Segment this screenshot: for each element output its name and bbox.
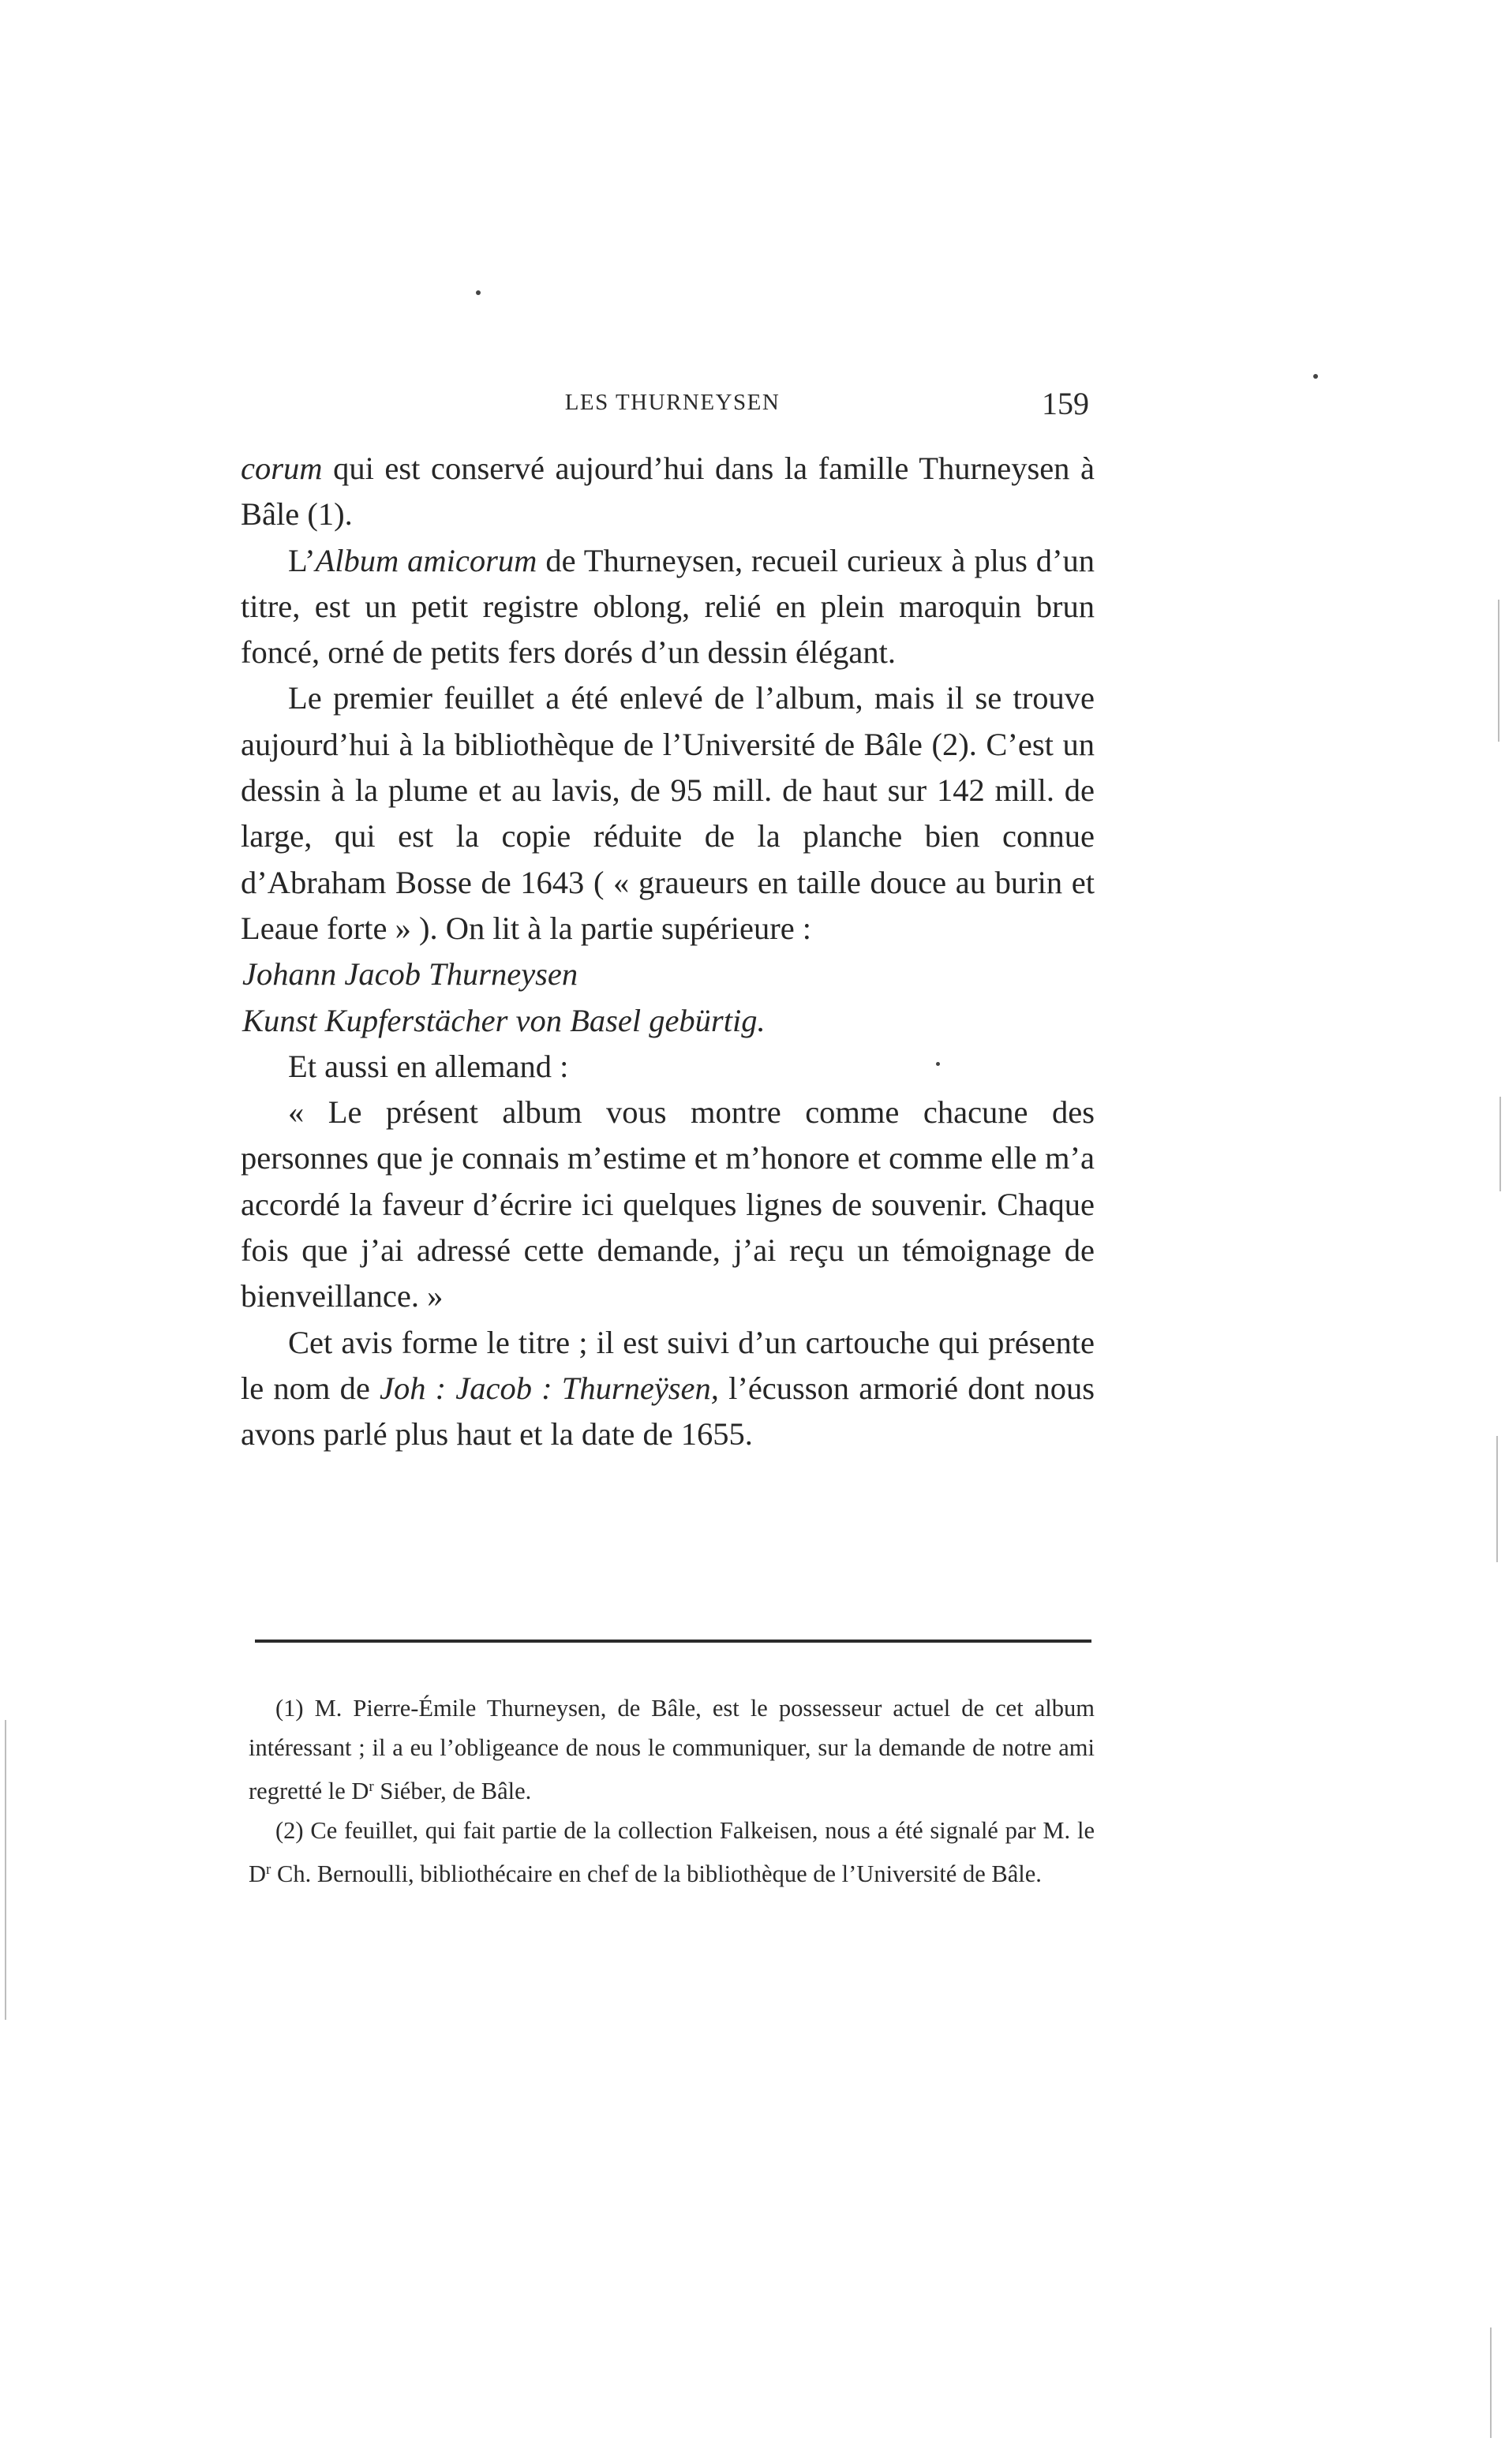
inscription-line-2: Kunst Kupferstächer von Basel gebürtig. xyxy=(242,1002,766,1038)
page-number: 159 xyxy=(1042,386,1089,421)
paragraph-album-description xyxy=(241,538,1095,676)
footnote-text: Ch. Bernoulli, bibliothécaire en chef de la bibliothèque de l’Université de Bâle. xyxy=(271,1860,1042,1887)
paragraph-first-leaf: Le premier feuillet a été enlevé de l’album, mais il se trouve aujourd’hui à la bibliothèque de l’Université de Bâle (2). C’est un dessin à la plume et au lavis, de 95 mill. de haut sur 142 mill. de large, qui est la copie réduite de la planche bien connue d’Abraham Bosse de 1643 ( « graueurs en taille douce au burin et Leaue forte » ). On lit à la partie supérieure : xyxy=(241,680,1095,946)
paragraph-continuation xyxy=(241,446,1095,538)
footnote-1 xyxy=(249,1688,1095,1811)
scan-edge-mark xyxy=(1499,1097,1501,1191)
album-title: Album amicorum xyxy=(315,542,537,578)
scan-edge-mark xyxy=(1496,1436,1498,1562)
running-title: LES THURNEYSEN xyxy=(564,390,781,415)
footnote-text: (1) M. Pierre-Émile Thurneysen, de Bâle, est le possesseur actuel de cet album intéressant ; il a eu l’obligeance de nous le communiquer, sur la demande de notre ami regretté le D xyxy=(249,1695,1095,1804)
main-text xyxy=(241,446,1095,1458)
scan-edge-mark xyxy=(5,1720,6,2020)
footnote-separator-rule xyxy=(255,1640,1091,1643)
paragraph-german-intro: Et aussi en allemand : xyxy=(288,1048,569,1084)
paragraph-text: de Thurneysen, recueil curieux à plus d’un titre, est un petit registre oblong, relié en plein maroquin brun foncé, orné de petits fers dorés d’un dessin élégant. xyxy=(241,542,1095,671)
paragraph-quotation: « Le présent album vous montre comme chacune des personnes que je connais m’estime et m’honore et comme elle m’a accordé la faveur d’écrire ici quelques lignes de souvenir. Chaque fois que j’ai adressé cette demande, j’ai reçu un témoignage de bienveillance. » xyxy=(241,1094,1095,1314)
footnote-2 xyxy=(249,1811,1095,1894)
running-head xyxy=(246,385,1099,432)
paragraph-text: l’écusson armorié dont nous avons parlé plus haut et la date de 1655. xyxy=(241,1370,1095,1453)
paragraph-text: Cet avis forme le titre ; il est suivi d’un cartouche qui présente le nom de xyxy=(241,1324,1095,1406)
cartouche-name: Joh : Jacob : Thurneÿsen, xyxy=(379,1370,719,1406)
scan-edge-mark xyxy=(1490,2328,1492,2438)
footnote-text: Siéber, de Bâle. xyxy=(373,1778,532,1804)
footnotes xyxy=(249,1688,1095,1894)
superscript: r xyxy=(369,1778,374,1795)
ink-speck xyxy=(476,290,481,295)
inscription-line-1: Johann Jacob Thurneysen xyxy=(242,956,578,993)
paragraph-text: qui est conservé aujourd’hui dans la famille Thurneysen à Bâle (1). xyxy=(241,451,1095,533)
scan-edge-mark xyxy=(1498,600,1499,742)
paragraph-cartouche xyxy=(241,1320,1095,1458)
ink-speck xyxy=(1313,374,1318,379)
superscript: r xyxy=(266,1861,271,1878)
footnote-text: (2) Ce feuillet, qui fait partie de la collection Falkeisen, nous a été signalé par M. le D xyxy=(249,1817,1095,1887)
paragraph-prefix: L’ xyxy=(288,542,316,578)
ink-speck xyxy=(936,1062,940,1066)
italic-word: corum xyxy=(241,451,323,486)
